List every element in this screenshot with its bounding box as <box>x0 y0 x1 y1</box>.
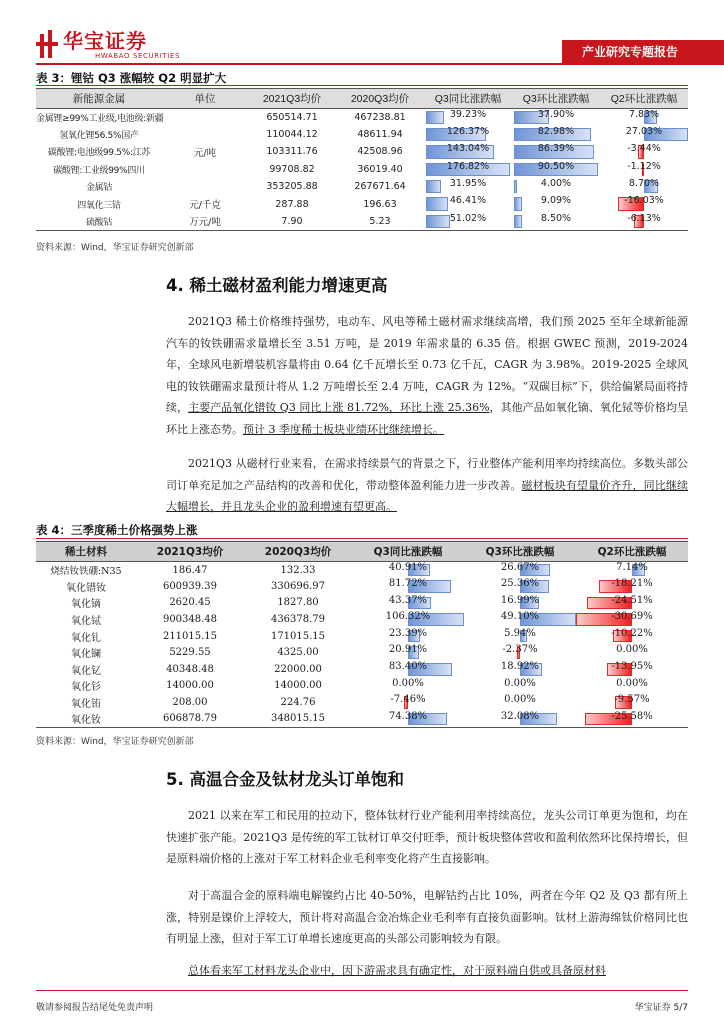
percent-value: 40.91% <box>388 562 428 573</box>
qoq-cell <box>464 595 576 612</box>
percent-value: -30.69% <box>611 611 653 623</box>
q2-qoq-cell <box>600 178 688 195</box>
databar-cell <box>464 661 576 678</box>
yoy-cell <box>352 595 464 612</box>
databar-cell <box>424 143 512 160</box>
table4-header-cell: 2021Q3均价 <box>136 542 244 562</box>
positive-databar <box>426 197 448 210</box>
price-2020q3-cell: 171015.15 <box>270 630 326 642</box>
qoq-cell <box>512 213 600 230</box>
yoy-cell <box>352 661 464 678</box>
table4-header-cell: Q2环比涨跌幅 <box>576 542 688 562</box>
percent-value: 9.09% <box>540 195 572 207</box>
databar-cell <box>424 213 512 230</box>
price-2021q3-cell: 287.88 <box>275 198 309 210</box>
price-2020q3-cell: 348015.15 <box>244 711 352 728</box>
percent-value: 37.90% <box>537 109 575 120</box>
price-2021q3-cell: 7.90 <box>248 213 336 230</box>
percent-value: 26.67% <box>500 562 540 573</box>
footer-page-number: 华宝证券 5/7 <box>634 1003 688 1013</box>
q2-qoq-cell <box>600 213 688 230</box>
section4-paragraph-1 <box>166 311 688 440</box>
table3-row <box>36 161 688 178</box>
percent-value: -3.44% <box>627 143 661 155</box>
price-2020q3-cell: 132.33 <box>280 564 316 576</box>
yoy-cell <box>352 711 464 728</box>
table4-row <box>36 694 688 711</box>
metal-name-cell: 碳酸锂:电池级99.5%:江苏 <box>47 148 151 159</box>
q2-qoq-cell <box>600 161 688 178</box>
percent-value: 143.04% <box>446 143 490 155</box>
price-2020q3-cell: 36019.40 <box>357 163 403 175</box>
price-2021q3-cell: 40348.48 <box>166 663 214 675</box>
percent-value: 46.41% <box>449 195 487 207</box>
price-2021q3-cell: 103311.76 <box>266 146 318 158</box>
unit-cell: 万元/吨 <box>162 213 248 230</box>
table4-row <box>36 578 688 595</box>
footer-disclaimer: 敬请参阅报告结尾处免责声明 <box>36 1003 154 1013</box>
brand-name: 华宝证券 <box>63 29 147 53</box>
percent-value: 7.14% <box>616 562 648 573</box>
databar-cell <box>352 644 464 661</box>
table3 <box>36 88 688 231</box>
percent-value: 0.00% <box>504 694 536 706</box>
price-2021q3-cell: 2620.45 <box>169 597 211 609</box>
qoq-cell <box>464 711 576 728</box>
databar-cell <box>600 161 688 178</box>
q2-qoq-cell <box>600 143 688 160</box>
percent-value: 126.37% <box>446 125 490 137</box>
qoq-cell <box>464 628 576 645</box>
databar-cell <box>576 562 688 578</box>
databar-cell <box>512 178 600 195</box>
section4-p1-text-b: ，其他产品如氧化镝、氧化铽等价格均呈环比上涨态势。 <box>166 401 689 436</box>
metal-name-cell: 金属锂≥99%工业级,电池级:新疆 <box>36 113 164 124</box>
metal-name-cell: 碳酸锂:工业级99%四川 <box>53 165 145 176</box>
price-2020q3-cell: 22000.00 <box>274 663 322 675</box>
section4-paragraph-2 <box>166 453 688 518</box>
percent-value: 82.98% <box>537 125 575 137</box>
page-header <box>0 0 724 66</box>
databar-cell <box>600 195 688 212</box>
yoy-cell <box>352 628 464 645</box>
databar-cell <box>600 178 688 195</box>
percent-value: -7.46% <box>390 694 426 706</box>
price-2021q3-cell: 211015.15 <box>162 630 218 642</box>
q2-qoq-cell <box>576 611 688 628</box>
databar-cell <box>576 661 688 678</box>
q2-qoq-cell <box>576 628 688 645</box>
percent-value: 7.83% <box>628 109 660 120</box>
percent-value: 20.91% <box>388 644 428 656</box>
price-2020q3-cell: 330696.97 <box>270 580 326 592</box>
percent-value: -2.37% <box>502 644 538 656</box>
table3-row <box>36 109 688 126</box>
metal-name-cell: 硫酸钴 <box>36 213 162 230</box>
databar-cell <box>600 109 688 126</box>
percent-value: -6.13% <box>627 212 661 224</box>
price-2021q3-cell: 5229.55 <box>169 647 211 659</box>
table4-row <box>36 595 688 612</box>
percent-value: 0.00% <box>504 677 536 689</box>
table4-caption: 表 4：三季度稀土价格强势上涨 <box>36 523 198 537</box>
table3-row <box>36 178 688 195</box>
section5-p3-highlight: 总体看来军工材料龙头企业中，因下游需求具有确定性，对于原料端自供或具备原材料 <box>188 964 606 977</box>
databar-cell <box>464 562 576 578</box>
footer-divider <box>36 990 688 991</box>
section4-p1-text-a: 2021Q3 稀土价格维持强势，电动车、风电等稀土磁材需求继续高增，我们预 2025 至年全球新能源汽车的钕铁硼需求量增长至 3.51 万吨，是 2019 年需求量的 6.35 倍。根据 GWEC 预测，2019-2024 年，全球风电新增装机容量将由 0.64 亿千瓦增长至 0.73 亿千瓦，CAGR 为 3.98%。2019-2025 全球风电的钕铁硼需求量预计将从 1.2 万吨增长至 2.4 万吨，CAGR 为 12%。“双碳目标”下，供给偏紧局面将持续， <box>166 315 688 414</box>
positive-databar <box>514 180 518 193</box>
percent-value: -16.03% <box>624 195 664 207</box>
table4-header-cell: Q3同比涨跌幅 <box>352 542 464 562</box>
table3-caption-divider <box>36 85 688 86</box>
databar-cell <box>424 195 512 212</box>
table4-row <box>36 562 688 579</box>
yoy-cell <box>424 143 512 160</box>
databar-cell <box>576 694 688 711</box>
databar-cell <box>576 595 688 612</box>
table3-source: 资料来源：Wind，华宝证券研究创新部 <box>36 243 194 253</box>
q2-qoq-cell <box>576 678 688 695</box>
percent-value: 18.92% <box>500 661 540 673</box>
positive-databar <box>426 111 445 124</box>
percent-value: 27.03% <box>625 125 663 137</box>
table4-caption-divider <box>36 538 688 539</box>
databar-cell <box>512 161 600 178</box>
price-2020q3-cell: 224.76 <box>280 697 316 709</box>
table3-header-cell: 新能源金属 <box>36 89 162 109</box>
price-2020q3-cell: 5.23 <box>336 213 424 230</box>
databar-cell <box>352 562 464 578</box>
price-2021q3-cell: 900348.48 <box>162 614 218 626</box>
qoq-cell <box>464 678 576 695</box>
table3-header-cell: 2021Q3均价 <box>248 89 336 109</box>
header-divider <box>36 63 724 65</box>
table3-row <box>36 213 688 230</box>
percent-value: -1.12% <box>627 160 661 172</box>
q2-qoq-cell <box>576 694 688 711</box>
percent-value: 86.39% <box>537 143 575 155</box>
databar-cell <box>600 126 688 143</box>
price-2020q3-cell: 14000.00 <box>274 680 322 692</box>
q2-qoq-cell <box>576 711 688 728</box>
table3-header-row <box>36 89 688 109</box>
price-2020q3-cell: 467238.81 <box>354 111 406 123</box>
qoq-cell <box>512 178 600 195</box>
q2-qoq-cell <box>576 578 688 595</box>
databar-cell <box>352 711 464 727</box>
q2-qoq-cell <box>576 595 688 612</box>
qoq-cell <box>464 661 576 678</box>
table3-header-cell: 单位 <box>162 89 248 109</box>
metal-name-cell: 四氧化三钴 <box>77 200 121 211</box>
rare-earth-name-cell: 氧化钆 <box>71 632 101 644</box>
price-2020q3-cell: 48611.94 <box>357 129 403 141</box>
percent-value: -25.58% <box>611 710 653 722</box>
qoq-cell <box>512 143 600 160</box>
rare-earth-name-cell: 氧化镝 <box>71 599 101 611</box>
yoy-cell <box>352 578 464 595</box>
positive-databar <box>514 197 522 210</box>
table3-caption: 表 3：锂钴 Q3 涨幅较 Q2 明显扩大 <box>36 71 227 85</box>
rare-earth-name-cell: 氧化镧 <box>71 649 101 661</box>
databar-cell <box>464 711 576 727</box>
section5-paragraph-1: 2021 以来在军工和民用的拉动下，整体钛材行业产能利用率持续高位，龙头公司订单更为饱和，均在快速扩张产能。2021Q3 是传统的军工钛材订单交付旺季，预计板块整体营收和盈利依然环比保持增长，但是原料端价格的上涨对于军工材料企业毛利率变化将产生直接影响。 <box>166 809 688 865</box>
qoq-cell <box>464 694 576 711</box>
databar-cell <box>464 595 576 612</box>
table4-header-cell: Q3环比涨跌幅 <box>464 542 576 562</box>
report-type-tab: 产业研究专题报告 <box>562 40 724 64</box>
percent-value: 0.00% <box>616 644 648 656</box>
databar-cell <box>512 126 600 143</box>
qoq-cell <box>512 161 600 178</box>
price-2021q3-cell: 650514.71 <box>266 111 318 123</box>
rare-earth-name-cell: 烧结钕铁硼:N35 <box>50 566 122 578</box>
yoy-cell <box>352 562 464 579</box>
qoq-cell <box>512 195 600 212</box>
section4-title: 4. 稀土磁材盈利能力增速更高 <box>166 276 388 295</box>
percent-value: -13.95% <box>611 661 653 673</box>
section5-title: 5. 高温合金及钛材龙头订单饱和 <box>166 770 404 789</box>
databar-cell <box>576 644 688 661</box>
table4 <box>36 541 688 728</box>
percent-value: 106.32% <box>385 611 431 623</box>
price-2020q3-cell: 196.63 <box>363 198 397 210</box>
databar-cell <box>576 711 688 727</box>
rare-earth-name-cell: 氧化铽 <box>71 616 101 628</box>
databar-cell <box>352 578 464 595</box>
section4-p1-highlight-2: 预计 3 季度稀土板块业绩环比继续增长。 <box>243 422 444 436</box>
yoy-cell <box>424 109 512 126</box>
databar-cell <box>464 694 576 711</box>
section4-p2-text: 2021Q3 从磁材行业来看，在需求持续景气的背景之下，行业整体产能利用率均持续高位。多数头部公司订单充足加之产品结构的改善和优化，带动整体盈利能力进一步改善。 <box>166 457 688 492</box>
brand-logo <box>36 29 181 64</box>
q2-qoq-cell <box>600 195 688 212</box>
yoy-cell <box>352 694 464 711</box>
table3-header-cell: Q2环比涨跌幅 <box>600 89 688 109</box>
qoq-cell <box>464 611 576 628</box>
percent-value: 39.23% <box>449 109 487 120</box>
table4-source: 资料来源：Wind，华宝证券研究创新部 <box>36 737 194 747</box>
percent-value: 176.82% <box>446 160 490 172</box>
unit-cell: 元/吨 <box>193 148 217 160</box>
databar-cell <box>424 126 512 143</box>
price-2021q3-cell: 600939.39 <box>162 580 218 592</box>
databar-cell <box>464 611 576 628</box>
yoy-cell <box>424 178 512 195</box>
table4-row <box>36 711 688 728</box>
databar-cell <box>600 213 688 230</box>
qoq-cell <box>464 578 576 595</box>
percent-value: 81.72% <box>388 578 428 590</box>
table3-row <box>36 126 688 143</box>
price-2021q3-cell: 208.00 <box>172 697 208 709</box>
databar-cell <box>576 578 688 595</box>
qoq-cell <box>512 109 600 126</box>
percent-value: 16.99% <box>500 594 540 606</box>
databar-cell <box>512 109 600 126</box>
table4-row <box>36 628 688 645</box>
databar-cell <box>464 678 576 695</box>
table3-header-cell: 2020Q3均价 <box>336 89 424 109</box>
percent-value: 0.00% <box>616 677 648 689</box>
price-2021q3-cell: 353205.88 <box>266 181 318 193</box>
price-2020q3-cell: 4325.00 <box>277 647 319 659</box>
price-2021q3-cell: 186.47 <box>172 564 208 576</box>
price-2020q3-cell: 1827.80 <box>277 597 319 609</box>
section5-paragraph-2: 对于高温合金的原料端电解镍约占比 40-50%，电解钴约占比 10%，两者在今年 Q2 及 Q3 都有所上涨，特别是镍价上浮较大，预计将对高温合金冶炼企业毛利率有直接负面影响。钛材上游海绵钛价格同比也有明显上涨，但对于军工订单增长速度更高的头部公司影响较为有限。 <box>166 889 688 945</box>
qoq-cell <box>464 562 576 579</box>
positive-databar <box>514 215 522 228</box>
section4-p2-highlight: 磁材板块有望量价齐升，同比继续大幅增长，并且龙头企业的盈利增速有望更高。 <box>166 478 689 513</box>
table3-header-cell: Q3同比涨跌幅 <box>424 89 512 109</box>
yoy-cell <box>424 126 512 143</box>
yoy-cell <box>424 195 512 212</box>
databar-cell <box>576 678 688 695</box>
databar-cell <box>352 661 464 678</box>
databar-cell <box>352 628 464 645</box>
price-2021q3-cell: 99708.82 <box>269 163 315 175</box>
price-2020q3-cell: 42508.96 <box>357 146 403 158</box>
percent-value: -9.57% <box>614 694 650 706</box>
positive-databar <box>426 180 441 193</box>
percent-value: 74.38% <box>388 710 428 722</box>
price-2020q3-cell: 436378.79 <box>270 614 326 626</box>
rare-earth-name-cell: 氧化钕 <box>36 711 136 728</box>
metal-name-cell: 金属钴 <box>85 183 113 194</box>
percent-value: 43.37% <box>388 594 428 606</box>
databar-cell <box>512 195 600 212</box>
percent-value: 83.40% <box>388 661 428 673</box>
price-2021q3-cell: 606878.79 <box>136 711 244 728</box>
percent-value: 23.39% <box>388 627 428 639</box>
databar-cell <box>464 628 576 645</box>
qoq-cell <box>464 644 576 661</box>
percent-value: 32.08% <box>500 710 540 722</box>
databar-cell <box>352 611 464 628</box>
yoy-cell <box>352 611 464 628</box>
percent-value: 25.36% <box>500 578 540 590</box>
databar-cell <box>512 213 600 230</box>
percent-value: 90.50% <box>537 160 575 172</box>
q2-qoq-cell <box>600 109 688 126</box>
yoy-cell <box>352 644 464 661</box>
databar-cell <box>464 644 576 661</box>
rare-earth-name-cell: 氧化钇 <box>71 665 101 677</box>
section5-paragraph-3 <box>166 960 688 982</box>
databar-cell <box>512 143 600 160</box>
percent-value: 49.10% <box>500 611 540 623</box>
price-2021q3-cell: 14000.00 <box>166 680 214 692</box>
databar-cell <box>352 694 464 711</box>
q2-qoq-cell <box>576 661 688 678</box>
percent-value: 31.95% <box>449 178 487 190</box>
price-2021q3-cell: 110044.12 <box>266 129 318 141</box>
table4-row <box>36 644 688 661</box>
q2-qoq-cell <box>576 562 688 579</box>
unit-cell: 元/千克 <box>189 200 221 212</box>
section4-p1-highlight-1: 主要产品氧化镨钕 Q3 同比上涨 81.72%，环比上涨 25.36% <box>188 401 490 414</box>
rare-earth-name-cell: 氧化镨钕 <box>66 582 106 594</box>
databar-cell <box>424 109 512 126</box>
percent-value: 51.02% <box>449 212 487 224</box>
metal-name-cell: 氢氧化锂56.5%国产 <box>59 131 139 142</box>
rare-earth-name-cell: 氧化钐 <box>71 682 101 694</box>
databar-cell <box>424 178 512 195</box>
yoy-cell <box>352 678 464 695</box>
yoy-cell <box>424 161 512 178</box>
databar-cell <box>600 143 688 160</box>
table4-row <box>36 678 688 695</box>
q2-qoq-cell <box>600 126 688 143</box>
percent-value: 8.70% <box>628 178 660 190</box>
table3-row <box>36 143 688 160</box>
qoq-cell <box>512 126 600 143</box>
percent-value: 8.50% <box>540 212 572 224</box>
table4-header-cell: 2020Q3均价 <box>244 542 352 562</box>
rare-earth-name-cell: 氧化铕 <box>71 699 101 711</box>
percent-value: 0.00% <box>392 677 424 689</box>
databar-cell <box>576 628 688 645</box>
percent-value: 4.00% <box>540 178 572 190</box>
price-2020q3-cell: 267671.64 <box>354 181 406 193</box>
table4-row <box>36 611 688 628</box>
databar-cell <box>464 578 576 595</box>
percent-value: -24.51% <box>611 594 653 606</box>
yoy-cell <box>424 213 512 230</box>
table4-header-row <box>36 542 688 562</box>
percent-value: -18.21% <box>611 578 653 590</box>
brand-name-en: HWABAO SECURITIES <box>95 52 181 60</box>
percent-value: -10.22% <box>611 627 653 639</box>
databar-cell <box>576 611 688 628</box>
positive-databar <box>426 215 450 228</box>
q2-qoq-cell <box>576 644 688 661</box>
databar-cell <box>424 161 512 178</box>
databar-cell <box>352 678 464 695</box>
table4-header-cell: 稀土材料 <box>36 542 136 562</box>
table4-row <box>36 661 688 678</box>
table3-row <box>36 195 688 212</box>
brand-mark-icon <box>36 30 58 58</box>
table3-header-cell: Q3环比涨跌幅 <box>512 89 600 109</box>
databar-cell <box>352 595 464 612</box>
percent-value: 5.94% <box>504 627 536 639</box>
